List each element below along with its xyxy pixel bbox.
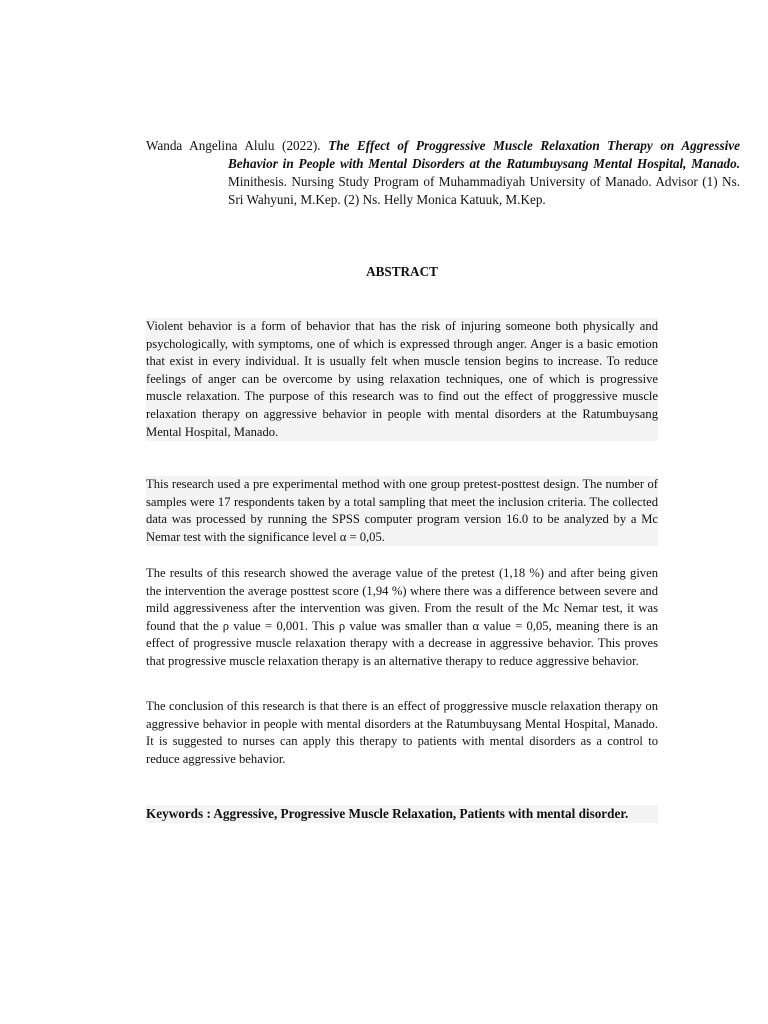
abstract-paragraph-method: This research used a pre experimental method with one group pretest-posttest design. The number of samples were 17 respondents taken by a total sampling that meet the inclusion criteria. The collected data was processed by running the SPSS computer program version 16.0 to be analyzed by a Mc Nemar test with the significance level α = 0,05.	[146, 476, 658, 546]
citation-title: The Effect of Proggressive Muscle Relaxation Therapy on Aggressive Behavior in People with Mental Disorders at the Ratumbuysang Mental Hospital, Manado.	[228, 138, 740, 171]
citation-details: Minithesis. Nursing Study Program of Muhammadiyah University of Manado. Advisor (1) Ns. Sri Wahyuni, M.Kep. (2) Ns. Helly Monica Katuuk, M.Kep.	[228, 174, 740, 207]
citation-block	[146, 137, 740, 209]
abstract-heading: ABSTRACT	[366, 264, 438, 279]
abstract-paragraph-background: Violent behavior is a form of behavior that has the risk of injuring someone both physically and psychologically, with symptoms, one of which is expressed through anger. Anger is a basic emotion that exist in every individual. It is usually felt when muscle tension begins to increase. To reduce feelings of anger can be overcome by using relaxation techniques, one of which is progressive muscle relaxation. The purpose of this research was to find out the effect of proggressive muscle relaxation therapy on aggressive behavior in people with mental disorders at the Ratumbuysang Mental Hospital, Manado.	[146, 318, 658, 441]
abstract-paragraph-conclusion: The conclusion of this research is that there is an effect of proggressive muscle relaxation therapy on aggressive behavior in people with mental disorders at the Ratumbuysang Mental Hospital, Manado. It is suggested to nurses can apply this therapy to patients with mental disorders as a control to reduce aggressive behavior.	[146, 699, 658, 766]
keywords-line: Keywords : Aggressive, Progressive Muscle Relaxation, Patients with mental disorder.	[146, 805, 658, 823]
citation-authors-year: Wanda Angelina Alulu (2022).	[146, 138, 329, 153]
abstract-paragraph-results: The results of this research showed the average value of the pretest (1,18 %) and after being given the intervention the average posttest score (1,94 %) where there was a difference between severe and mild aggressiveness after the intervention was given. From the result of the Mc Nemar test, it was found that the ρ value = 0,001. This ρ value was smaller than α value = 0,05, meaning there is an effect of progressive muscle relaxation therapy with a decrease in aggressive behavior. This proves that progressive muscle relaxation therapy is an alternative therapy to reduce aggressive behavior.	[146, 566, 658, 668]
